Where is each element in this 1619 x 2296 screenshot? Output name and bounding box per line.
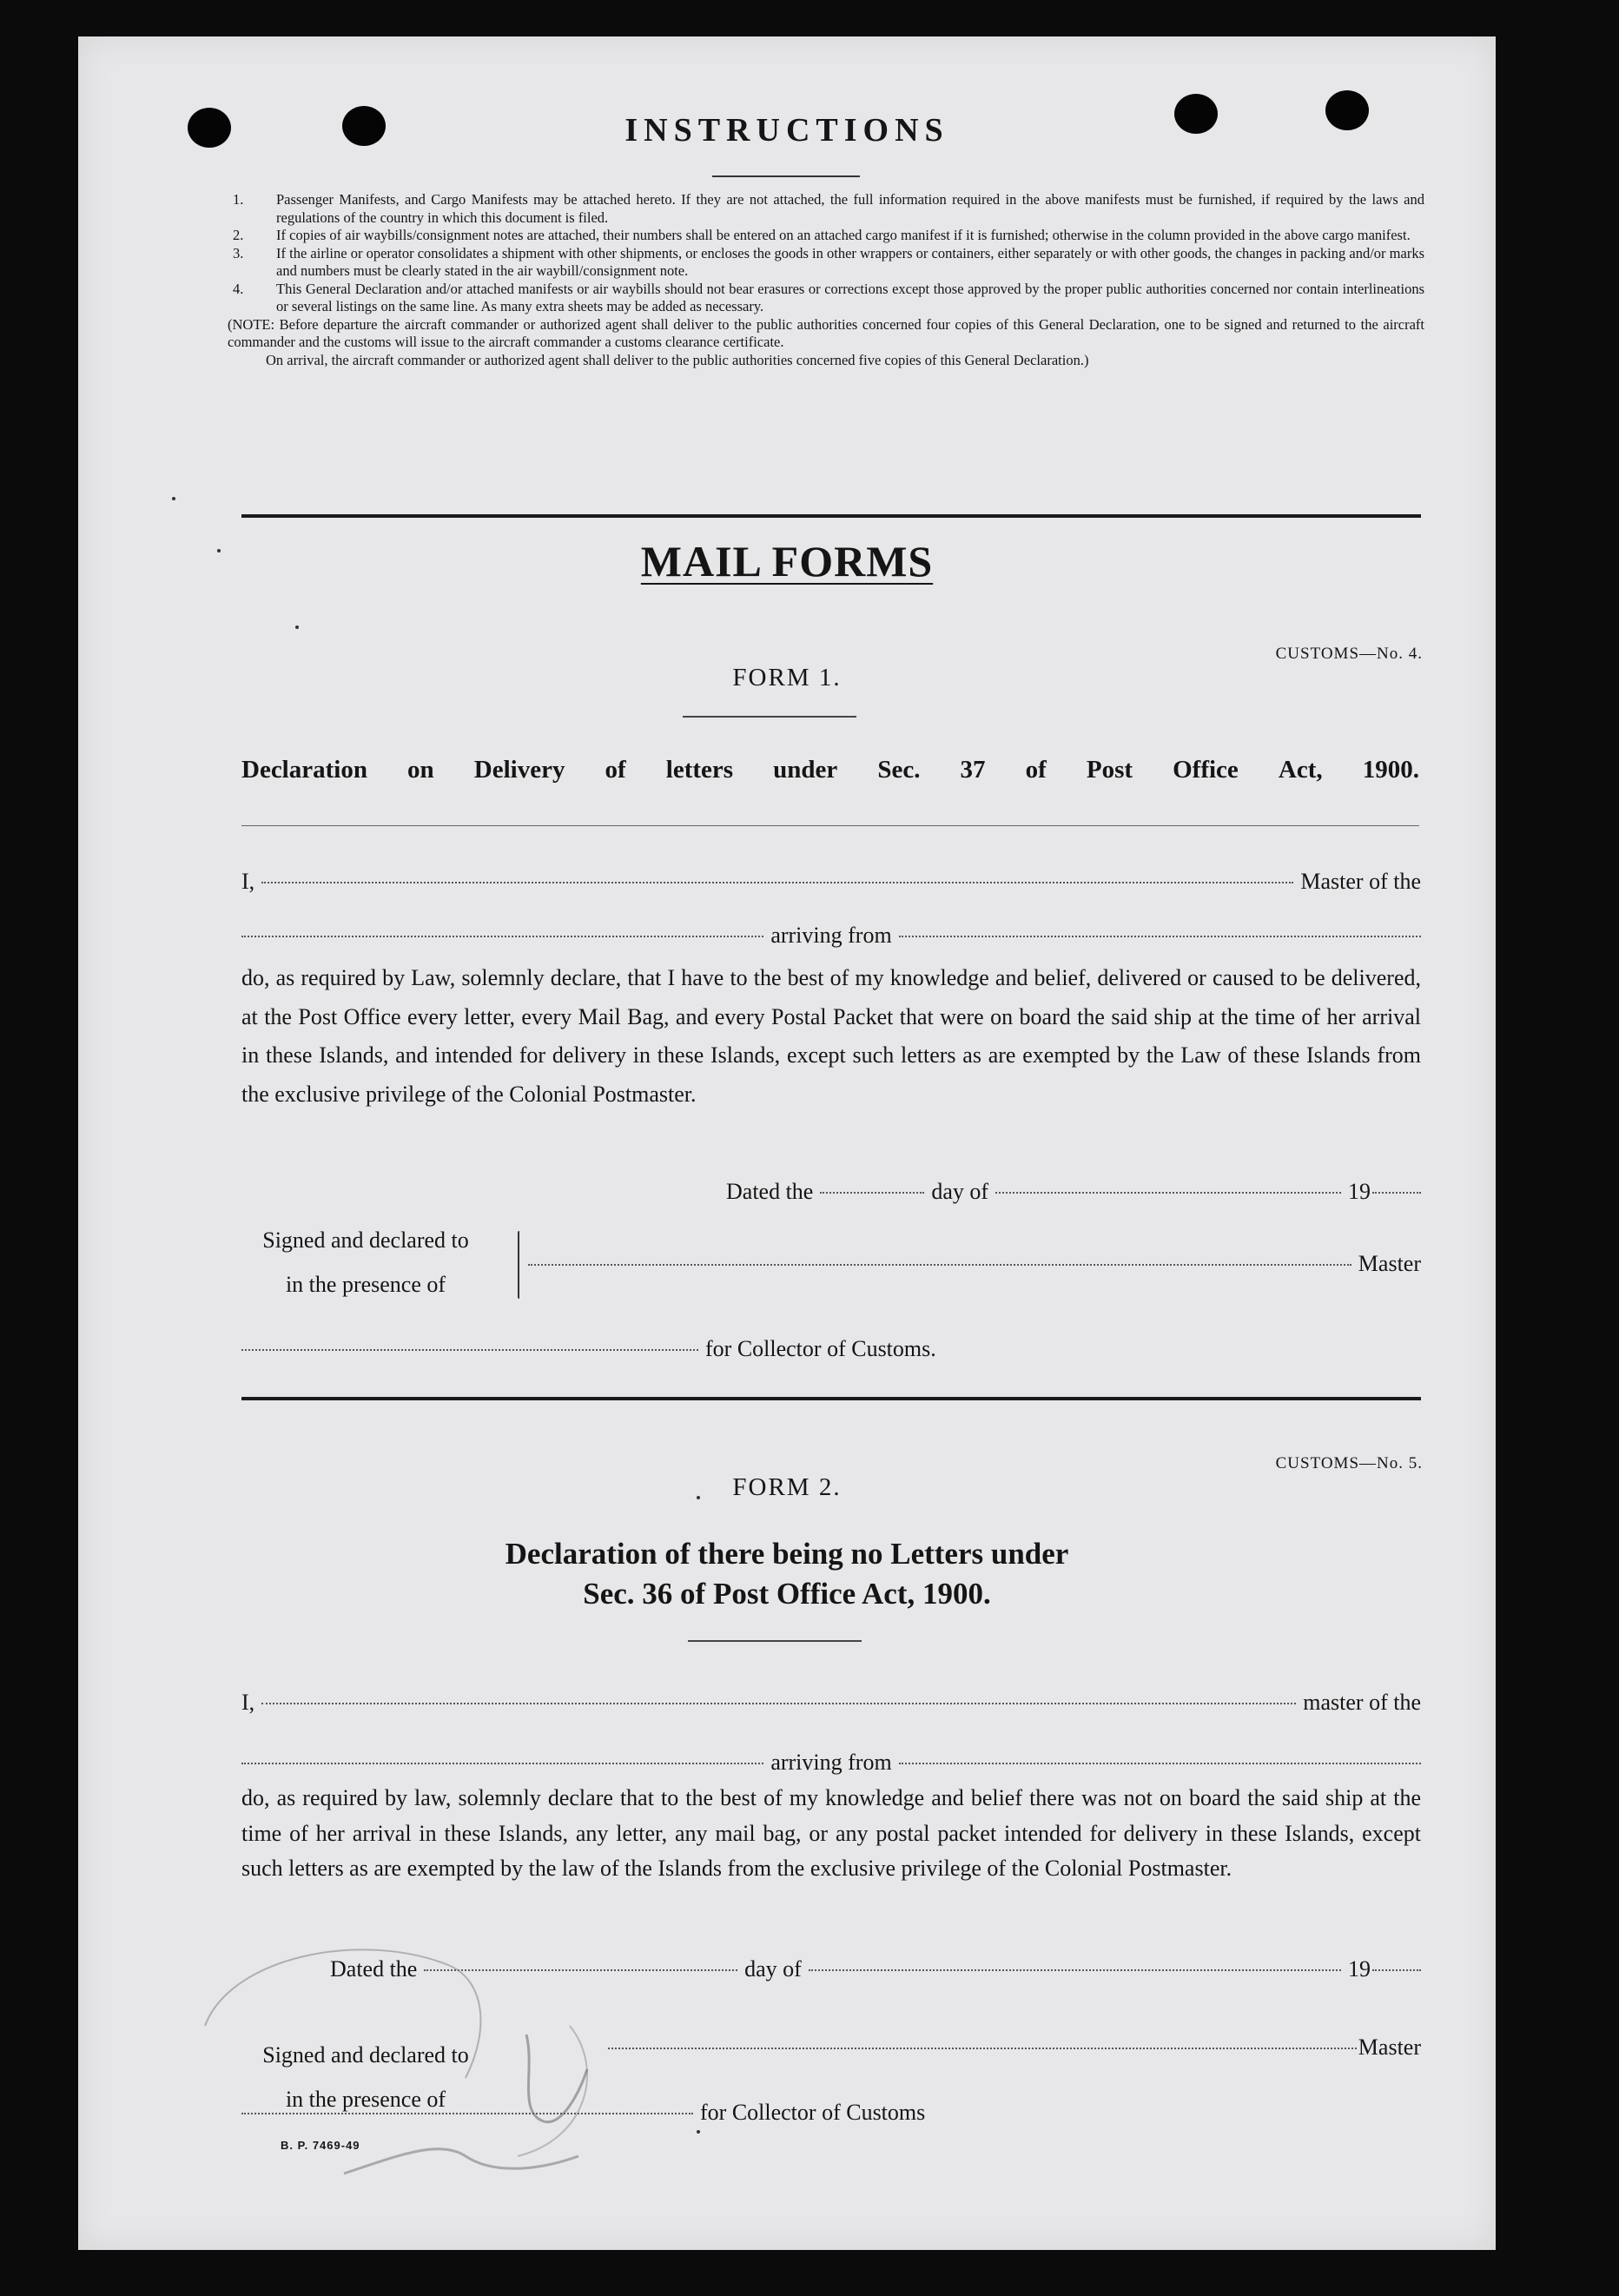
form1-month-field[interactable] <box>995 1192 1341 1194</box>
form2-master-line: Master <box>608 2035 1421 2061</box>
form2-year-field[interactable] <box>1372 1969 1421 1971</box>
dust-speck <box>295 625 299 629</box>
form1-heading-rule <box>683 716 856 718</box>
form1-master-line: Master <box>528 1251 1421 1277</box>
form1-customs-number: CUSTOMS—No. 4. <box>1275 645 1423 663</box>
form1-year-field[interactable] <box>1372 1192 1421 1194</box>
form1-heading: FORM 1. <box>732 664 842 691</box>
form1-dated-line: Dated the day of 19 <box>726 1179 1421 1205</box>
form1-day-field[interactable] <box>820 1192 924 1194</box>
dust-speck <box>697 2130 700 2134</box>
printer-code: B. P. 7469-49 <box>281 2139 360 2152</box>
form1-bracket <box>518 1231 519 1299</box>
document-page <box>78 36 1496 2250</box>
form2-customs-number: CUSTOMS—No. 5. <box>1275 1454 1423 1472</box>
form2-signed-label: Signed and declared to in the presence of <box>262 2042 469 2112</box>
instruction-item: 3. If the airline or operator consolidates a shipment with other shipments, or encloses the goods in other wrappers or containers, either separately or with other goods, the changes in packing and/or marks and numbers must be clearly stated in the air waybill/consignment note. <box>233 244 1424 279</box>
form2-origin-field[interactable] <box>899 1763 1421 1764</box>
form2-month-field[interactable] <box>809 1969 1341 1971</box>
form1-line-arriving: arriving from <box>241 923 1421 949</box>
mail-forms-title: MAIL FORMS <box>640 537 934 586</box>
form2-heading-rule <box>688 1640 862 1642</box>
form2-heading: FORM 2. <box>732 1473 842 1501</box>
dust-speck <box>172 497 175 500</box>
form2-name-field[interactable] <box>261 1703 1296 1704</box>
form1-underline <box>241 825 1419 826</box>
form1-body: do, as required by Law, solemnly declare, that I have to the best of my knowledge and belief, delivered or caused to be delivered, at the Post Office every letter, every Mail Bag, and every Postal Packet that were on board the said ship at the time of her arrival in these Islands, and intended for delivery in these Islands, except such letters as are exempted by the Law of these Islands from the exclusive privilege of the Colonial Postmaster. <box>241 965 1421 1107</box>
form1-collector-line: for Collector of Customs. <box>241 1336 1006 1362</box>
title-rule <box>712 175 860 177</box>
instruction-item: 4. This General Declaration and/or attached manifests or air waybills should not bear erasures or corrections except those approved by the proper public authorities concerned nor contain interlineations or several listings on the same line. As many extra sheets may be added as necessary. <box>233 280 1424 314</box>
form1-declaration-title: Declaration on Delivery of letters under Sec. 37 of Post Office Act, 1900. <box>241 756 1419 784</box>
instructions-title: INSTRUCTIONS <box>624 112 949 149</box>
form1-master-signature-field[interactable] <box>528 1264 1351 1266</box>
instruction-item: 1. Passenger Manifests, and Cargo Manifests may be attached hereto. If they are not attached, the full information required in the above manifests must be furnished, if required by the laws and regulations of the country in which this document is filed. <box>233 191 1424 226</box>
form1-name-field[interactable] <box>261 882 1293 883</box>
instructions-list <box>228 191 1424 369</box>
form1-collector-field[interactable] <box>241 1349 698 1351</box>
form2-ship-field[interactable] <box>241 1763 763 1764</box>
form1-line-i: I, Master of the <box>241 869 1421 894</box>
form2-dated-line: Dated the day of 19 <box>330 1956 1421 1982</box>
instruction-note: (NOTE: Before departure the aircraft commander or authorized agent shall deliver to the public authorities concerned four copies of this General Declaration, one to be signed and returned to the aircraft commander and the customs will issue to the aircraft commander a customs clearance certificate. On arrival, the aircraft commander or authorized agent shall deliver to the public authorities concerned five copies of this General Declaration.) <box>228 315 1424 368</box>
form1-signed-label: Signed and declared to in the presence of <box>262 1227 469 1297</box>
form-divider <box>241 1397 1421 1400</box>
form2-line-arriving: arriving from <box>241 1750 1421 1776</box>
dust-speck <box>697 1496 700 1499</box>
form1-origin-field[interactable] <box>899 936 1421 937</box>
section-divider <box>241 514 1421 518</box>
form2-body: do, as required by law, solemnly declare that to the best of my knowledge and belief there was not on board the said ship at the time of her arrival in these Islands, any letter, any mail bag, or any postal packet intended for delivery in these Islands, except such letters as are exempted by the law of the Islands from the exclusive privilege of the Colonial Postmaster. <box>241 1785 1421 1881</box>
form2-master-signature-field[interactable] <box>608 2048 1357 2049</box>
form2-collector-line: for Collector of Customs <box>241 2100 1058 2126</box>
form1-ship-field[interactable] <box>241 936 763 937</box>
instruction-item: 2. If copies of air waybills/consignment notes are attached, their numbers shall be entered on an attached cargo manifest if it is furnished; otherwise in the column provided in the above cargo manifest. <box>233 227 1411 243</box>
form2-line-i: I, master of the <box>241 1690 1421 1715</box>
dust-speck <box>217 549 221 552</box>
faint-stamp-signature <box>170 1896 657 2208</box>
form2-declaration-title: Declaration of there being no Letters under Sec. 36 of Post Office Act, 1900. <box>505 1537 1069 1611</box>
